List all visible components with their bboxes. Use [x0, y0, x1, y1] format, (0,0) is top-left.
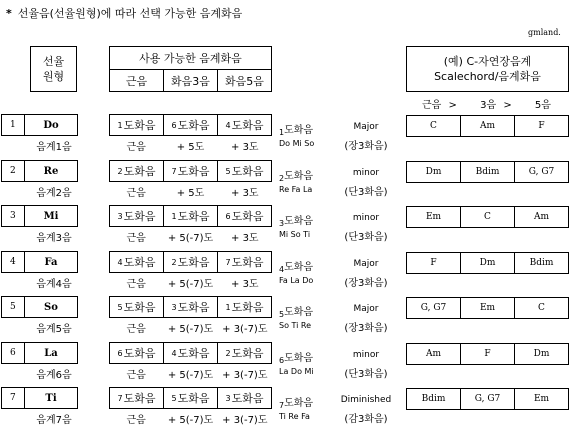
available-chord-cell [110, 252, 163, 272]
available-chords-box [109, 160, 272, 182]
chord-quality: minor [352, 168, 380, 178]
example-chord-cell: C [460, 207, 514, 227]
chord-quality-korean: (단3화음) [344, 369, 388, 380]
available-chord-cell [163, 297, 217, 317]
title-text: 선율음(선율원형)에 따라 선택 가능한 음계화음 [17, 7, 243, 20]
chord-name: 도화음 [284, 307, 314, 318]
chord-degree: 5 [225, 166, 231, 176]
chord-name: 도화음 [284, 262, 314, 273]
interval-label: 근음 [126, 370, 146, 381]
interval-label: + 5(-7)도 [167, 233, 214, 244]
example-chord-cell: Dm [514, 344, 568, 364]
degree-box [1, 251, 78, 273]
chord-quality-korean: (단3화음) [344, 232, 388, 243]
chord-name: 도화음 [123, 210, 156, 223]
degree-subtitle: 음계3음 [36, 233, 72, 244]
degree-subtitle: 음계6음 [36, 370, 72, 381]
chord-quality-korean: (장3화음) [344, 323, 388, 334]
available-chord-cell [217, 161, 271, 181]
example-header-line1: (예) C-자연장음계 [443, 55, 532, 68]
chord-name: 도화음 [123, 392, 156, 405]
chord-degree: 7 [117, 393, 123, 403]
chord-quality: Major [353, 259, 379, 269]
available-chord-cell [163, 161, 217, 181]
interval-label: 근음 [126, 188, 146, 199]
chord-quality: Major [353, 304, 379, 314]
degree-name: Fa [44, 256, 58, 268]
interval-label: 근음 [126, 324, 146, 335]
available-chord-cell [163, 115, 217, 135]
available-chord-cell [217, 343, 271, 363]
degree-number: 4 [2, 252, 25, 272]
available-chord-cell [217, 115, 271, 135]
col-fifth-header: 화음5음 [217, 70, 271, 92]
chord-name: 도화음 [177, 256, 210, 269]
interval-label: + 3도 [231, 233, 259, 244]
example-chord-cell: Em [425, 212, 442, 222]
degree-name: La [44, 347, 58, 359]
available-chord-cell [110, 206, 163, 226]
example-chord-cell: G, G7 [514, 162, 568, 182]
example-chords-box [406, 115, 569, 137]
degree-number: 1 [2, 115, 25, 135]
chord-degree: 5 [279, 310, 285, 319]
example-chords-box [406, 343, 569, 365]
degree-subtitle: 음계2음 [36, 188, 72, 199]
degree-box [1, 387, 78, 409]
interval-label: + 5(-7)도 [167, 324, 214, 335]
chord-name: 도화음 [123, 165, 156, 178]
chord-name: 도화음 [177, 392, 210, 405]
example-chord-cell: Bdim [460, 162, 514, 182]
example-chord-cell: Em [514, 389, 568, 409]
chord-degree: 1 [117, 120, 123, 130]
interval-label: + 3도 [231, 279, 259, 290]
chord-quality-korean: (단3화음) [344, 187, 388, 198]
col-root-header: 근음 [125, 75, 148, 88]
legend-third: 3음 [480, 100, 497, 111]
available-chord-cell [163, 388, 217, 408]
interval-label: + 5도 [176, 142, 205, 153]
chord-degree: 5 [117, 302, 123, 312]
chord-quality-korean: (감3화음) [344, 414, 388, 425]
chord-name: 도화음 [177, 210, 210, 223]
chord-degree: 3 [225, 393, 231, 403]
available-chord-cell [110, 343, 163, 363]
degree-name: Mi [43, 210, 59, 222]
example-chord-cell: G, G7 [420, 303, 447, 313]
melody-header [30, 46, 77, 92]
chord-degree: 6 [171, 120, 177, 130]
chord-degree: 4 [279, 265, 285, 274]
interval-label: 근음 [126, 279, 146, 290]
available-chord-cell [217, 206, 271, 226]
chord-name: 도화음 [231, 256, 264, 269]
example-chord-cell: Dm [425, 167, 442, 177]
available-chord-cell [163, 252, 217, 272]
example-chord-cell: C [514, 298, 568, 318]
interval-label: 근음 [126, 142, 146, 153]
degree-number: 7 [2, 388, 25, 408]
chord-name: 도화음 [123, 119, 156, 132]
interval-labels [109, 275, 272, 290]
chord-degree: 3 [279, 219, 285, 228]
chord-degree: 4 [117, 257, 123, 267]
available-chords-box [109, 296, 272, 318]
melody-header-line1: 선율 [42, 55, 65, 68]
degree-subtitle: 음계7음 [36, 415, 72, 426]
degree-subtitle: 음계5음 [36, 324, 72, 335]
chord-name: 도화음 [284, 171, 314, 182]
chord-name: 도화음 [231, 301, 264, 314]
chord-notes: Mi So Ti [279, 230, 311, 239]
available-chords-box [109, 387, 272, 409]
chord-name: 도화음 [123, 256, 156, 269]
example-header [406, 46, 569, 92]
degree-name: Ti [45, 392, 57, 404]
chord-name: 도화음 [284, 353, 314, 364]
example-chord-cell: G, G7 [460, 389, 514, 409]
available-chord-cell [163, 343, 217, 363]
chord-name: 도화음 [231, 165, 264, 178]
chord-name: 도화음 [177, 165, 210, 178]
interval-labels [109, 366, 272, 381]
degree-number: 2 [2, 161, 25, 181]
available-chord-cell [217, 297, 271, 317]
degree-number: 6 [2, 343, 25, 363]
interval-label: + 5(-7)도 [167, 279, 214, 290]
chord-degree: 4 [171, 348, 177, 358]
chord-notes: So Ti Re [279, 321, 312, 330]
chord-degree: 2 [117, 166, 123, 176]
example-chords-box [406, 297, 569, 319]
chord-notes: Re Fa La [279, 185, 313, 194]
chord-degree: 7 [279, 401, 285, 410]
chord-name: 도화음 [284, 216, 314, 227]
degree-subtitle: 음계4음 [36, 279, 72, 290]
chord-degree: 6 [279, 356, 285, 365]
interval-label: + 3(-7)도 [222, 415, 268, 426]
interval-label: + 5(-7)도 [167, 370, 214, 381]
chord-name: 도화음 [231, 119, 264, 132]
chord-quality: Diminished [340, 395, 392, 405]
degree-subtitle: 음계1음 [36, 142, 72, 153]
chord-quality-korean: (장3화음) [344, 141, 388, 152]
example-chord-cell: F [460, 344, 514, 364]
chord-name: 도화음 [177, 301, 210, 314]
example-chord-cell: F [430, 258, 437, 268]
available-chords-box [109, 114, 272, 136]
interval-label: + 5(-7)도 [167, 415, 214, 426]
degree-name: So [44, 301, 58, 313]
chord-notes: Fa La Do [279, 276, 314, 285]
interval-labels [109, 138, 272, 153]
example-chord-cell: Am [460, 116, 514, 136]
site-credit: gmland. [528, 28, 561, 37]
example-chords-box [406, 161, 569, 183]
chord-degree: 3 [171, 302, 177, 312]
chord-notes: Ti Re Fa [279, 412, 310, 421]
interval-labels [109, 411, 272, 426]
melody-header-line2: 원형 [42, 70, 65, 83]
chord-degree: 3 [117, 211, 123, 221]
example-chord-cell: Am [425, 349, 442, 359]
example-chord-cell: C [430, 121, 437, 131]
example-chord-cell: Dm [460, 253, 514, 273]
chord-notes: La Do Mi [279, 367, 314, 376]
chord-name: 도화음 [284, 125, 314, 136]
available-chords-box [109, 342, 272, 364]
chord-quality-korean: (장3화음) [344, 278, 388, 289]
example-chord-cell: Bdim [514, 253, 568, 273]
available-chords-title: 사용 가능한 음계화음 [110, 47, 271, 70]
example-header-line2: Scalechord/음계화음 [434, 70, 541, 83]
example-legend [422, 96, 551, 111]
title-bullet: * [6, 7, 12, 20]
chord-degree: 4 [225, 120, 231, 130]
legend-arrow: > [503, 100, 512, 111]
degree-number: 3 [2, 206, 25, 226]
degree-box [1, 296, 78, 318]
legend-root: 근음 [422, 100, 442, 111]
chord-name: 도화음 [231, 392, 264, 405]
chord-degree: 1 [279, 128, 285, 137]
available-chord-cell [217, 388, 271, 408]
chord-degree: 1 [171, 211, 177, 221]
page-title [6, 5, 242, 21]
legend-fifth: 5음 [534, 100, 551, 111]
interval-label: + 3도 [231, 188, 259, 199]
chord-degree: 2 [279, 174, 285, 183]
available-chord-cell [110, 297, 163, 317]
interval-label: + 5도 [176, 188, 205, 199]
example-chord-cell: Bdim [421, 394, 446, 404]
available-chord-cell [110, 388, 163, 408]
chord-notes: Do Mi So [279, 139, 315, 148]
interval-label: + 3도 [231, 142, 259, 153]
chord-quality: minor [352, 350, 380, 360]
example-chord-cell: F [514, 116, 568, 136]
available-chord-cell [217, 252, 271, 272]
interval-label: + 3(-7)도 [222, 324, 268, 335]
chord-degree: 1 [225, 302, 231, 312]
chord-degree: 6 [225, 211, 231, 221]
chord-name: 도화음 [177, 119, 210, 132]
chord-name: 도화음 [123, 347, 156, 360]
chord-name: 도화음 [177, 347, 210, 360]
chord-degree: 2 [171, 257, 177, 267]
degree-box [1, 160, 78, 182]
interval-label: 근음 [126, 233, 146, 244]
interval-label: 근음 [126, 415, 146, 426]
interval-labels [109, 229, 272, 244]
available-chords-header [109, 46, 272, 92]
example-chord-cell: Am [514, 207, 568, 227]
example-chord-cell: Em [460, 298, 514, 318]
interval-labels [109, 184, 272, 199]
example-chords-box [406, 252, 569, 274]
available-chord-cell [110, 115, 163, 135]
degree-name: Do [43, 119, 59, 131]
chord-name: 도화음 [231, 210, 264, 223]
chord-degree: 6 [117, 348, 123, 358]
available-chords-box [109, 205, 272, 227]
degree-box [1, 342, 78, 364]
available-chord-cell [163, 206, 217, 226]
chord-degree: 7 [171, 166, 177, 176]
chord-degree: 2 [225, 348, 231, 358]
chord-degree: 5 [171, 393, 177, 403]
chord-name: 도화음 [123, 301, 156, 314]
degree-box [1, 205, 78, 227]
col-third-header: 화음3음 [163, 70, 217, 92]
interval-labels [109, 320, 272, 335]
example-chords-box [406, 388, 569, 410]
degree-number: 5 [2, 297, 25, 317]
interval-label: + 3(-7)도 [222, 370, 268, 381]
chord-degree: 7 [225, 257, 231, 267]
chord-quality: minor [352, 213, 380, 223]
degree-box [1, 114, 78, 136]
available-chords-box [109, 251, 272, 273]
legend-arrow: > [448, 100, 457, 111]
degree-name: Re [43, 165, 59, 177]
chord-name: 도화음 [284, 398, 314, 409]
chord-quality: Major [353, 122, 379, 132]
chord-name: 도화음 [231, 347, 264, 360]
available-chord-cell [110, 161, 163, 181]
example-chords-box [406, 206, 569, 228]
